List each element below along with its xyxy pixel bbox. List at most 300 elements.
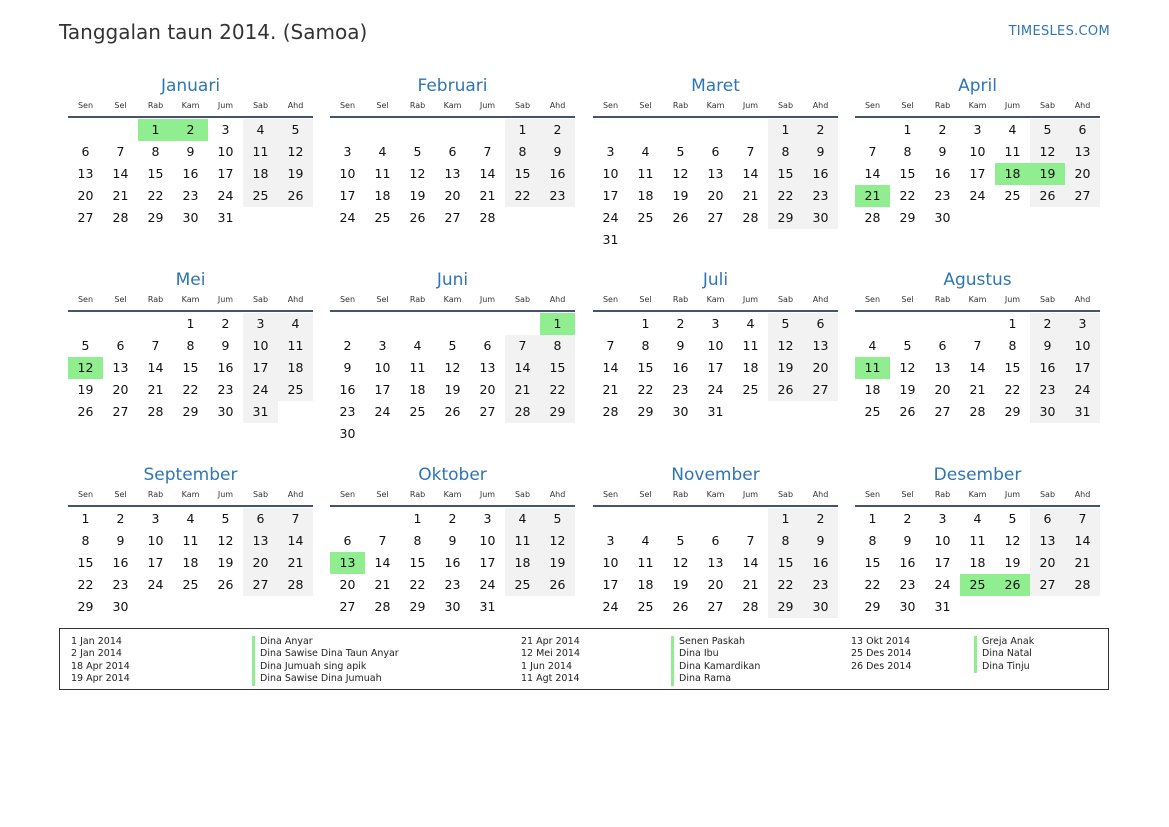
weekday-label: Rab <box>934 295 951 304</box>
empty-day-cell <box>243 207 278 229</box>
weekday-header <box>68 487 313 503</box>
day-cell: 18 <box>374 188 391 203</box>
legend-names-3 <box>974 636 1034 673</box>
weekday-label: Sab <box>777 295 794 304</box>
legend-date: 1 Jan 2014 <box>71 636 122 647</box>
weekday-label: Ahd <box>1074 101 1091 110</box>
day-cell: 9 <box>186 144 195 159</box>
day-cell: 17 <box>479 555 496 570</box>
day-cell: 4 <box>505 508 540 530</box>
weekday-label: Jum <box>742 490 759 499</box>
day-cell: 4 <box>243 119 278 141</box>
empty-day-cell <box>400 119 435 141</box>
day-cell: 15 <box>540 357 575 379</box>
day-cell: 14 <box>602 360 619 375</box>
day-cell: 29 <box>409 599 426 614</box>
weekday-label: Sel <box>376 295 389 304</box>
day-grid <box>593 118 838 251</box>
day-cell: 21 <box>855 185 890 207</box>
day-cell: 30 <box>339 426 356 441</box>
day-cell: 15 <box>768 552 803 574</box>
day-cell: 5 <box>903 338 912 353</box>
empty-day-cell <box>628 508 663 530</box>
month-juni <box>330 268 575 445</box>
weekday-header <box>330 98 575 114</box>
day-cell: 11 <box>409 360 426 375</box>
day-cell: 18 <box>969 555 986 570</box>
weekday-label: Ahd <box>1074 490 1091 499</box>
day-grid <box>855 507 1100 618</box>
day-cell: 14 <box>505 357 540 379</box>
weekday-label: Sen <box>77 101 94 110</box>
day-cell: 16 <box>899 555 916 570</box>
day-cell: 5 <box>278 119 313 141</box>
day-cell: 13 <box>112 360 129 375</box>
day-cell: 3 <box>343 144 352 159</box>
month-title: April <box>958 76 997 96</box>
month-title: Januari <box>160 76 221 96</box>
day-cell: 2 <box>803 119 838 141</box>
legend-holiday-name: Dina Natal <box>982 648 1032 660</box>
day-cell: 5 <box>1008 511 1017 526</box>
weekday-label: Sen <box>339 490 356 499</box>
day-cell: 12 <box>672 555 689 570</box>
day-cell: 4 <box>973 511 982 526</box>
day-cell: 15 <box>147 166 164 181</box>
weekday-label: Sel <box>376 101 389 110</box>
day-cell: 5 <box>676 533 685 548</box>
day-cell: 25 <box>505 574 540 596</box>
day-cell: 26 <box>217 577 234 592</box>
day-cell: 18 <box>864 382 881 397</box>
weekday-label: Sab <box>777 490 794 499</box>
empty-day-cell <box>435 119 470 141</box>
day-cell: 14 <box>112 166 129 181</box>
day-cell: 6 <box>803 313 838 335</box>
day-cell: 10 <box>602 555 619 570</box>
day-cell: 5 <box>768 313 803 335</box>
month-title: Oktober <box>418 465 487 485</box>
day-cell: 14 <box>742 555 759 570</box>
month-februari <box>330 74 575 229</box>
day-cell: 1 <box>186 316 195 331</box>
weekday-header <box>330 292 575 308</box>
day-cell: 1 <box>138 119 173 141</box>
day-cell: 29 <box>637 404 654 419</box>
day-cell: 30 <box>672 404 689 419</box>
legend-date: 2 Jan 2014 <box>71 648 122 660</box>
day-cell: 28 <box>742 599 759 614</box>
day-cell: 26 <box>540 574 575 596</box>
weekday-label: Sel <box>376 490 389 499</box>
legend-date: 21 Apr 2014 <box>521 636 580 647</box>
day-grid <box>330 312 575 445</box>
day-cell: 2 <box>173 119 208 141</box>
day-grid <box>330 507 575 618</box>
day-cell: 3 <box>483 511 492 526</box>
day-cell: 28 <box>1065 574 1100 596</box>
weekday-label: Rab <box>409 101 426 110</box>
day-cell: 15 <box>505 163 540 185</box>
weekday-label: Sab <box>514 101 531 110</box>
day-cell: 11 <box>505 530 540 552</box>
weekday-label: Sab <box>252 295 269 304</box>
day-cell: 13 <box>707 166 724 181</box>
day-cell: 6 <box>711 144 720 159</box>
day-cell: 30 <box>803 596 838 618</box>
day-cell: 25 <box>278 379 313 401</box>
day-cell: 5 <box>221 511 230 526</box>
day-cell: 11 <box>637 555 654 570</box>
day-cell: 30 <box>934 210 951 225</box>
day-cell: 20 <box>77 188 94 203</box>
day-cell: 27 <box>479 404 496 419</box>
day-cell: 20 <box>1030 552 1065 574</box>
empty-day-cell <box>663 229 698 251</box>
day-cell: 28 <box>112 210 129 225</box>
day-cell: 7 <box>378 533 387 548</box>
weekday-label: Sab <box>777 101 794 110</box>
day-cell: 6 <box>1030 508 1065 530</box>
day-cell: 15 <box>182 360 199 375</box>
day-cell: 20 <box>934 382 951 397</box>
day-cell: 28 <box>479 210 496 225</box>
day-cell: 8 <box>151 144 160 159</box>
legend-holiday-name: Greja Anak <box>982 636 1035 647</box>
day-cell: 22 <box>147 188 164 203</box>
day-cell: 30 <box>112 599 129 614</box>
day-cell: 21 <box>147 382 164 397</box>
day-cell: 16 <box>672 360 689 375</box>
weekday-label: Ahd <box>1074 295 1091 304</box>
day-cell: 10 <box>1065 335 1100 357</box>
day-cell: 16 <box>540 163 575 185</box>
empty-day-cell <box>960 313 995 335</box>
day-cell: 19 <box>278 163 313 185</box>
weekday-label: Rab <box>934 101 951 110</box>
weekday-label: Ahd <box>812 101 829 110</box>
day-cell: 22 <box>768 574 803 596</box>
day-cell: 22 <box>637 382 654 397</box>
day-cell: 6 <box>483 338 492 353</box>
day-cell: 29 <box>864 599 881 614</box>
day-cell: 24 <box>479 577 496 592</box>
day-cell: 17 <box>374 382 391 397</box>
empty-day-cell <box>768 229 803 251</box>
day-cell: 6 <box>116 338 125 353</box>
day-cell: 1 <box>903 122 912 137</box>
day-cell: 10 <box>243 335 278 357</box>
empty-day-cell <box>698 229 733 251</box>
day-cell: 18 <box>182 555 199 570</box>
day-cell: 26 <box>768 379 803 401</box>
empty-day-cell <box>593 508 628 530</box>
legend-date: 1 Jun 2014 <box>521 660 573 672</box>
month-title: Desember <box>933 465 1022 485</box>
day-cell: 17 <box>1065 357 1100 379</box>
empty-day-cell <box>138 313 173 335</box>
day-cell: 12 <box>672 166 689 181</box>
legend-holiday-name: Dina Kamardikan <box>679 660 761 672</box>
day-cell: 27 <box>77 210 94 225</box>
day-cell: 21 <box>969 382 986 397</box>
day-cell: 2 <box>343 338 352 353</box>
day-cell: 4 <box>278 313 313 335</box>
day-cell: 26 <box>444 404 461 419</box>
day-cell: 13 <box>803 335 838 357</box>
day-cell: 2 <box>1030 313 1065 335</box>
day-cell: 29 <box>899 210 916 225</box>
day-cell: 29 <box>182 404 199 419</box>
day-cell: 19 <box>77 382 94 397</box>
weekday-label: Jum <box>1004 101 1021 110</box>
month-title: Agustus <box>943 270 1012 290</box>
day-cell: 7 <box>483 144 492 159</box>
legend-date: 11 Agt 2014 <box>521 673 580 685</box>
empty-day-cell <box>138 596 173 618</box>
empty-day-cell <box>733 229 768 251</box>
weekday-label: Sen <box>602 101 619 110</box>
day-cell: 23 <box>1030 379 1065 401</box>
day-cell: 11 <box>1004 144 1021 159</box>
day-cell: 11 <box>637 166 654 181</box>
day-cell: 1 <box>641 316 650 331</box>
day-cell: 22 <box>1004 382 1021 397</box>
site-link[interactable]: TIMESLES.COM <box>1008 24 1110 39</box>
day-cell: 20 <box>479 382 496 397</box>
day-cell: 21 <box>479 188 496 203</box>
empty-day-cell <box>435 313 470 335</box>
day-cell: 18 <box>637 188 654 203</box>
empty-day-cell <box>855 313 890 335</box>
day-cell: 25 <box>409 404 426 419</box>
day-cell: 22 <box>505 185 540 207</box>
day-cell: 25 <box>182 577 199 592</box>
day-cell: 13 <box>1030 530 1065 552</box>
weekday-label: Kam <box>706 490 725 499</box>
day-cell: 5 <box>676 144 685 159</box>
day-cell: 8 <box>505 141 540 163</box>
day-cell: 18 <box>243 163 278 185</box>
day-cell: 7 <box>116 144 125 159</box>
day-cell: 30 <box>182 210 199 225</box>
empty-day-cell <box>505 596 540 618</box>
legend-names-1 <box>252 636 399 686</box>
holiday-legend <box>59 628 1109 690</box>
legend-date: 26 Des 2014 <box>851 660 912 672</box>
day-cell: 6 <box>243 508 278 530</box>
day-cell: 14 <box>969 360 986 375</box>
day-cell: 12 <box>68 357 103 379</box>
legend-date: 19 Apr 2014 <box>71 673 130 685</box>
day-cell: 21 <box>742 188 759 203</box>
day-cell: 11 <box>742 338 759 353</box>
day-cell: 3 <box>243 313 278 335</box>
day-cell: 31 <box>1065 401 1100 423</box>
weekday-label: Kam <box>181 101 200 110</box>
day-cell: 21 <box>112 188 129 203</box>
weekday-label: Kam <box>443 295 462 304</box>
day-cell: 12 <box>1004 533 1021 548</box>
empty-day-cell <box>365 313 400 335</box>
day-cell: 12 <box>217 533 234 548</box>
day-cell: 22 <box>864 577 881 592</box>
day-cell: 7 <box>868 144 877 159</box>
day-cell: 2 <box>676 316 685 331</box>
month-title: Juni <box>436 270 469 290</box>
day-cell: 20 <box>1065 163 1100 185</box>
day-cell: 27 <box>339 599 356 614</box>
day-cell: 17 <box>602 188 619 203</box>
day-cell: 28 <box>505 401 540 423</box>
day-cell: 19 <box>409 188 426 203</box>
day-cell: 22 <box>409 577 426 592</box>
day-cell: 22 <box>899 188 916 203</box>
day-cell: 9 <box>448 533 457 548</box>
month-april <box>855 74 1100 229</box>
day-cell: 15 <box>768 163 803 185</box>
day-cell: 9 <box>540 141 575 163</box>
empty-day-cell <box>663 119 698 141</box>
day-cell: 16 <box>112 555 129 570</box>
day-cell: 17 <box>217 166 234 181</box>
day-cell: 13 <box>707 555 724 570</box>
day-cell: 28 <box>969 404 986 419</box>
day-cell: 6 <box>448 144 457 159</box>
day-cell: 9 <box>676 338 685 353</box>
day-cell: 2 <box>116 511 125 526</box>
day-cell: 23 <box>444 577 461 592</box>
day-cell: 24 <box>339 210 356 225</box>
day-cell: 28 <box>374 599 391 614</box>
weekday-label: Sab <box>1039 490 1056 499</box>
day-cell: 17 <box>243 357 278 379</box>
day-cell: 10 <box>934 533 951 548</box>
day-grid <box>68 312 313 423</box>
day-cell: 25 <box>637 599 654 614</box>
day-cell: 18 <box>637 577 654 592</box>
empty-day-cell <box>505 207 540 229</box>
day-cell: 27 <box>243 574 278 596</box>
day-cell: 19 <box>540 552 575 574</box>
day-cell: 23 <box>899 577 916 592</box>
weekday-label: Rab <box>147 295 164 304</box>
month-september <box>68 463 313 618</box>
empty-day-cell <box>278 401 313 423</box>
weekday-label: Sel <box>639 101 652 110</box>
day-cell: 14 <box>278 530 313 552</box>
day-cell: 12 <box>1030 141 1065 163</box>
empty-day-cell <box>208 596 243 618</box>
day-cell: 2 <box>803 508 838 530</box>
day-cell: 1 <box>768 119 803 141</box>
day-grid <box>855 118 1100 229</box>
day-cell: 10 <box>147 533 164 548</box>
day-cell: 28 <box>742 210 759 225</box>
day-cell: 24 <box>217 188 234 203</box>
day-cell: 21 <box>1065 552 1100 574</box>
day-cell: 9 <box>343 360 352 375</box>
empty-day-cell <box>1065 207 1100 229</box>
day-cell: 22 <box>182 382 199 397</box>
day-cell: 31 <box>217 210 234 225</box>
day-cell: 21 <box>278 552 313 574</box>
day-cell: 26 <box>995 574 1030 596</box>
day-cell: 19 <box>1030 163 1065 185</box>
day-cell: 11 <box>278 335 313 357</box>
day-cell: 25 <box>243 185 278 207</box>
day-grid <box>593 507 838 618</box>
day-cell: 24 <box>602 599 619 614</box>
day-cell: 26 <box>409 210 426 225</box>
empty-day-cell <box>733 119 768 141</box>
day-cell: 30 <box>803 207 838 229</box>
day-cell: 31 <box>934 599 951 614</box>
day-cell: 10 <box>339 166 356 181</box>
day-grid <box>68 118 313 229</box>
legend-dates-1 <box>71 636 130 686</box>
day-cell: 8 <box>81 533 90 548</box>
day-cell: 29 <box>768 207 803 229</box>
day-cell: 25 <box>1004 188 1021 203</box>
day-grid <box>330 118 575 229</box>
day-cell: 16 <box>1030 357 1065 379</box>
day-cell: 16 <box>182 166 199 181</box>
day-cell: 14 <box>147 360 164 375</box>
day-cell: 23 <box>217 382 234 397</box>
empty-day-cell <box>593 313 628 335</box>
empty-day-cell <box>593 119 628 141</box>
day-cell: 25 <box>864 404 881 419</box>
empty-day-cell <box>68 313 103 335</box>
day-cell: 3 <box>606 144 615 159</box>
weekday-label: Sen <box>864 295 881 304</box>
weekday-label: Sel <box>901 295 914 304</box>
month-title: Februari <box>417 76 488 96</box>
day-cell: 15 <box>1004 360 1021 375</box>
weekday-label: Kam <box>181 490 200 499</box>
weekday-label: Ahd <box>549 490 566 499</box>
day-cell: 27 <box>803 379 838 401</box>
weekday-header <box>855 292 1100 308</box>
day-cell: 31 <box>243 401 278 423</box>
day-cell: 5 <box>1030 119 1065 141</box>
day-cell: 28 <box>147 404 164 419</box>
day-cell: 26 <box>899 404 916 419</box>
weekday-header <box>855 487 1100 503</box>
day-cell: 30 <box>899 599 916 614</box>
day-cell: 13 <box>243 530 278 552</box>
empty-day-cell <box>400 423 435 445</box>
day-cell: 15 <box>637 360 654 375</box>
day-cell: 11 <box>969 533 986 548</box>
day-cell: 13 <box>479 360 496 375</box>
weekday-label: Rab <box>934 490 951 499</box>
day-cell: 6 <box>711 533 720 548</box>
day-cell: 7 <box>746 144 755 159</box>
day-cell: 23 <box>803 185 838 207</box>
empty-day-cell <box>470 313 505 335</box>
day-cell: 20 <box>707 188 724 203</box>
day-cell: 14 <box>374 555 391 570</box>
month-oktober <box>330 463 575 618</box>
legend-date: 25 Des 2014 <box>851 648 912 660</box>
day-cell: 7 <box>505 335 540 357</box>
month-title: September <box>143 465 238 485</box>
day-cell: 9 <box>1030 335 1065 357</box>
day-cell: 2 <box>221 316 230 331</box>
month-agustus <box>855 268 1100 423</box>
